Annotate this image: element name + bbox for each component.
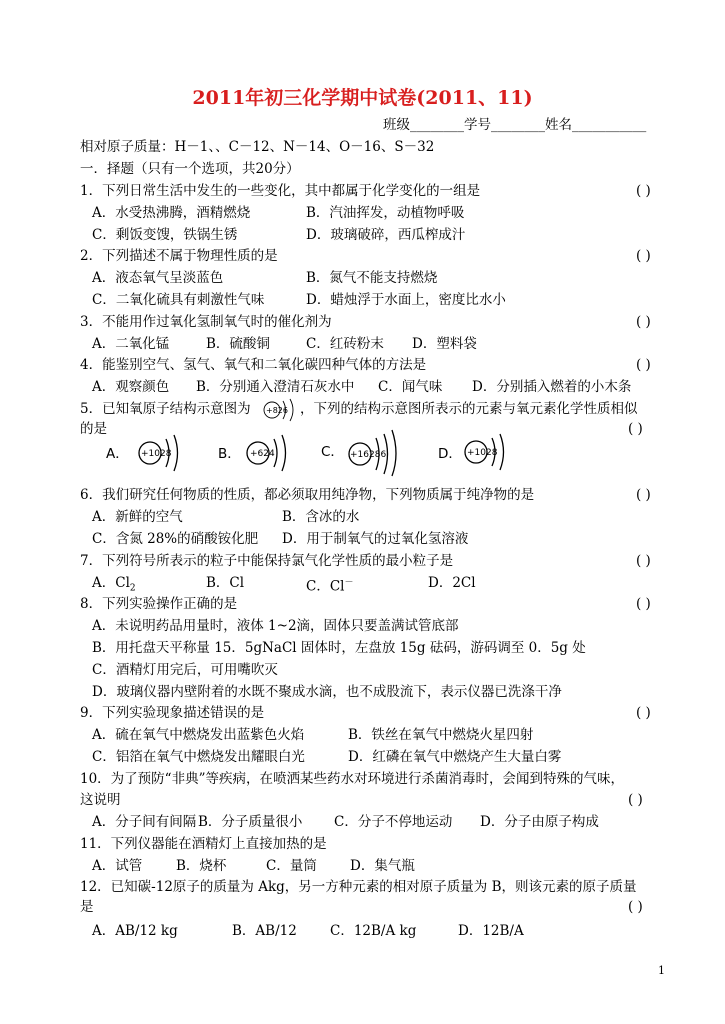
answer-blank: ( ): [636, 357, 651, 373]
q5-option-b-atom-diagram: [244, 432, 296, 478]
q11-option-d: D．集气瓶: [350, 858, 415, 874]
q7-option-a-subscript: 2: [129, 583, 136, 594]
q1-option-a: A．水受热沸腾，酒精燃烧: [92, 205, 251, 221]
question-12-stem-line2: 是: [80, 899, 94, 915]
q3-option-a: A．二氧化锰: [92, 336, 170, 352]
q1-option-d: D．玻璃破碎，西瓜榨成汁: [306, 227, 466, 243]
answer-blank: ( ): [628, 792, 643, 808]
q2-option-a: A．液态氧气呈淡蓝色: [92, 270, 224, 286]
q4-option-b: B．分别通入澄清石灰水中: [196, 379, 355, 395]
q3-option-c: C．红砖粉末: [306, 336, 384, 352]
q10-option-d: D．分子由原子构成: [480, 814, 599, 830]
q8-option-c: C．酒精灯用完后，可用嘴吹灭: [92, 662, 278, 678]
q8-option-a: A．未说明药品用量时，液体 1~2滴，固体只要盖满试管底部: [92, 618, 459, 634]
q1-option-c: C．剩饭变馊，铁锅生锈: [92, 227, 238, 243]
q2-option-d: D．蜡烛浮于水面上，密度比水小: [306, 292, 506, 308]
q12-option-d: D．12B/A: [458, 923, 524, 939]
question-5-stem-line2: 的是: [80, 421, 107, 437]
q6-option-a: A．新鲜的空气: [92, 509, 183, 525]
answer-blank: ( ): [636, 183, 651, 199]
q5-option-a-atom-label: +1028: [141, 449, 172, 459]
q6-option-b: B．含冰的水: [282, 509, 360, 525]
q5-option-c-atom-label: +16286: [350, 450, 387, 460]
q5-option-d-atom-label: +1028: [467, 448, 498, 458]
page-number: 1: [658, 964, 665, 977]
student-info-line: 班级________学号________姓名___________: [383, 117, 647, 133]
oxygen-atom-label: +826: [266, 406, 288, 415]
q12-option-c: C．12B/A kg: [330, 923, 417, 939]
question-2-stem: 2．下列描述不属于物理性质的是: [80, 248, 278, 264]
answer-blank: ( ): [636, 705, 651, 721]
question-7-stem: 7．下列符号所表示的粒子中能保持氯气化学性质的最小粒子是: [80, 553, 454, 569]
q7-option-c-superscript: －: [344, 578, 354, 588]
q10-option-a: A．分子间有间隔: [92, 814, 197, 830]
question-5-stem-cont: ，下列的结构示意图所表示的元素与氧元素化学性质相似: [300, 401, 638, 417]
q5-option-c-atom-diagram: [346, 428, 406, 480]
q7-option-d: D．2Cl: [428, 575, 476, 591]
question-1-stem: 1．下列日常生活中发生的一些变化，其中都属于化学变化的一组是: [80, 183, 481, 199]
answer-blank: ( ): [636, 553, 651, 569]
q7-option-b: B．Cl: [206, 575, 245, 591]
q9-option-c: C．铝箔在氧气中燃烧发出耀眼白光: [92, 749, 305, 765]
q8-option-b: B．用托盘天平称量 15．5gNaCl 固体时，左盘放 15g 砝码，游码调至 0．5g 处: [92, 640, 586, 656]
q5-option-b-label: B．: [218, 446, 241, 462]
q9-option-a: A．硫在氧气中燃烧发出蓝紫色火焰: [92, 727, 305, 743]
q5-option-a-atom-diagram: [136, 432, 188, 478]
q4-option-c: C．闻气味: [378, 379, 443, 395]
q7-option-c-text: C．Cl: [306, 578, 345, 595]
section-heading: 一．择题（只有一个选项，共20分）: [80, 161, 300, 177]
q11-option-a: A．试管: [92, 858, 143, 874]
q7-option-c: [306, 575, 354, 595]
q5-option-b-atom-label: +624: [250, 449, 275, 459]
question-10-stem-line2: 这说明: [80, 792, 121, 808]
q8-option-d: D．玻璃仪器内壁附着的水既不聚成水滴，也不成股流下，表示仪器已洗涤干净: [92, 684, 562, 700]
q7-option-a-text: A．Cl: [92, 575, 130, 591]
answer-blank: ( ): [636, 596, 651, 612]
q9-option-d: D．红磷在氧气中燃烧产生大量白雾: [348, 749, 562, 765]
q12-option-b: B．AB/12: [232, 923, 297, 939]
question-3-stem: 3．不能用作过氧化氢制氧气时的催化剂为: [80, 314, 332, 330]
q5-option-c-label: C．: [321, 444, 344, 460]
question-12-stem: 12．已知碳-12原子的质量为 Akg，另一方种元素的相对原子质量为 B，则该元素的原子质量: [80, 879, 637, 895]
answer-blank: ( ): [628, 421, 643, 437]
atomic-mass-line: 相对原子质量：H－1、、C－12、N－14、O－16、S－32: [80, 139, 435, 155]
q1-option-b: B．汽油挥发，动植物呼吸: [306, 205, 465, 221]
question-9-stem: 9．下列实验现象描述错误的是: [80, 705, 265, 721]
question-4-stem: 4．能鉴别空气、氢气、氧气和二氧化碳四种气体的方法是: [80, 357, 427, 373]
q5-option-d-atom-diagram: [462, 430, 518, 478]
answer-blank: ( ): [636, 248, 651, 264]
question-8-stem: 8．下列实验操作正确的是: [80, 596, 238, 612]
q11-option-c: C．量筒: [266, 858, 317, 874]
answer-blank: ( ): [636, 314, 651, 330]
oxygen-atom-diagram: [263, 398, 297, 426]
question-11-stem: 11．下列仪器能在酒精灯上直接加热的是: [80, 836, 327, 852]
q4-option-a: A．观察颜色: [92, 379, 170, 395]
q11-option-b: B．烧杯: [176, 858, 227, 874]
q9-option-b: B．铁丝在氧气中燃烧火星四射: [348, 727, 534, 743]
q4-option-d: D．分别插入燃着的小木条: [472, 379, 632, 395]
q10-option-b: B．分子质量很小: [198, 814, 303, 830]
q5-option-a-label: A．: [106, 446, 129, 462]
q10-option-c: C．分子不停地运动: [334, 814, 453, 830]
q7-option-a: [92, 575, 136, 597]
q3-option-d: D．塑料袋: [412, 336, 477, 352]
q6-option-d: D．用于制氧气的过氧化氢溶液: [282, 531, 469, 547]
q2-option-b: B．氮气不能支持燃烧: [306, 270, 438, 286]
q6-option-c: C．含氮 28%的硝酸铵化肥: [92, 531, 259, 547]
page-title: 2011年初三化学期中试卷(2011、11): [192, 87, 533, 109]
question-6-stem: 6．我们研究任何物质的性质，都必须取用纯净物，下列物质属于纯净物的是: [80, 487, 535, 503]
question-10-stem: 10．为了预防“非典”等疾病，在喷洒某些药水对环境进行杀菌消毒时，会闻到特殊的气味，: [80, 771, 624, 787]
q2-option-c: C．二氧化硫具有刺激性气味: [92, 292, 265, 308]
q3-option-b: B．硫酸铜: [206, 336, 270, 352]
q12-option-a: A．AB/12 kg: [92, 923, 178, 939]
question-5-stem: 5．已知氧原子结构示意图为: [80, 401, 251, 417]
answer-blank: ( ): [628, 899, 643, 915]
answer-blank: ( ): [636, 487, 651, 503]
q5-option-d-label: D．: [438, 446, 462, 462]
